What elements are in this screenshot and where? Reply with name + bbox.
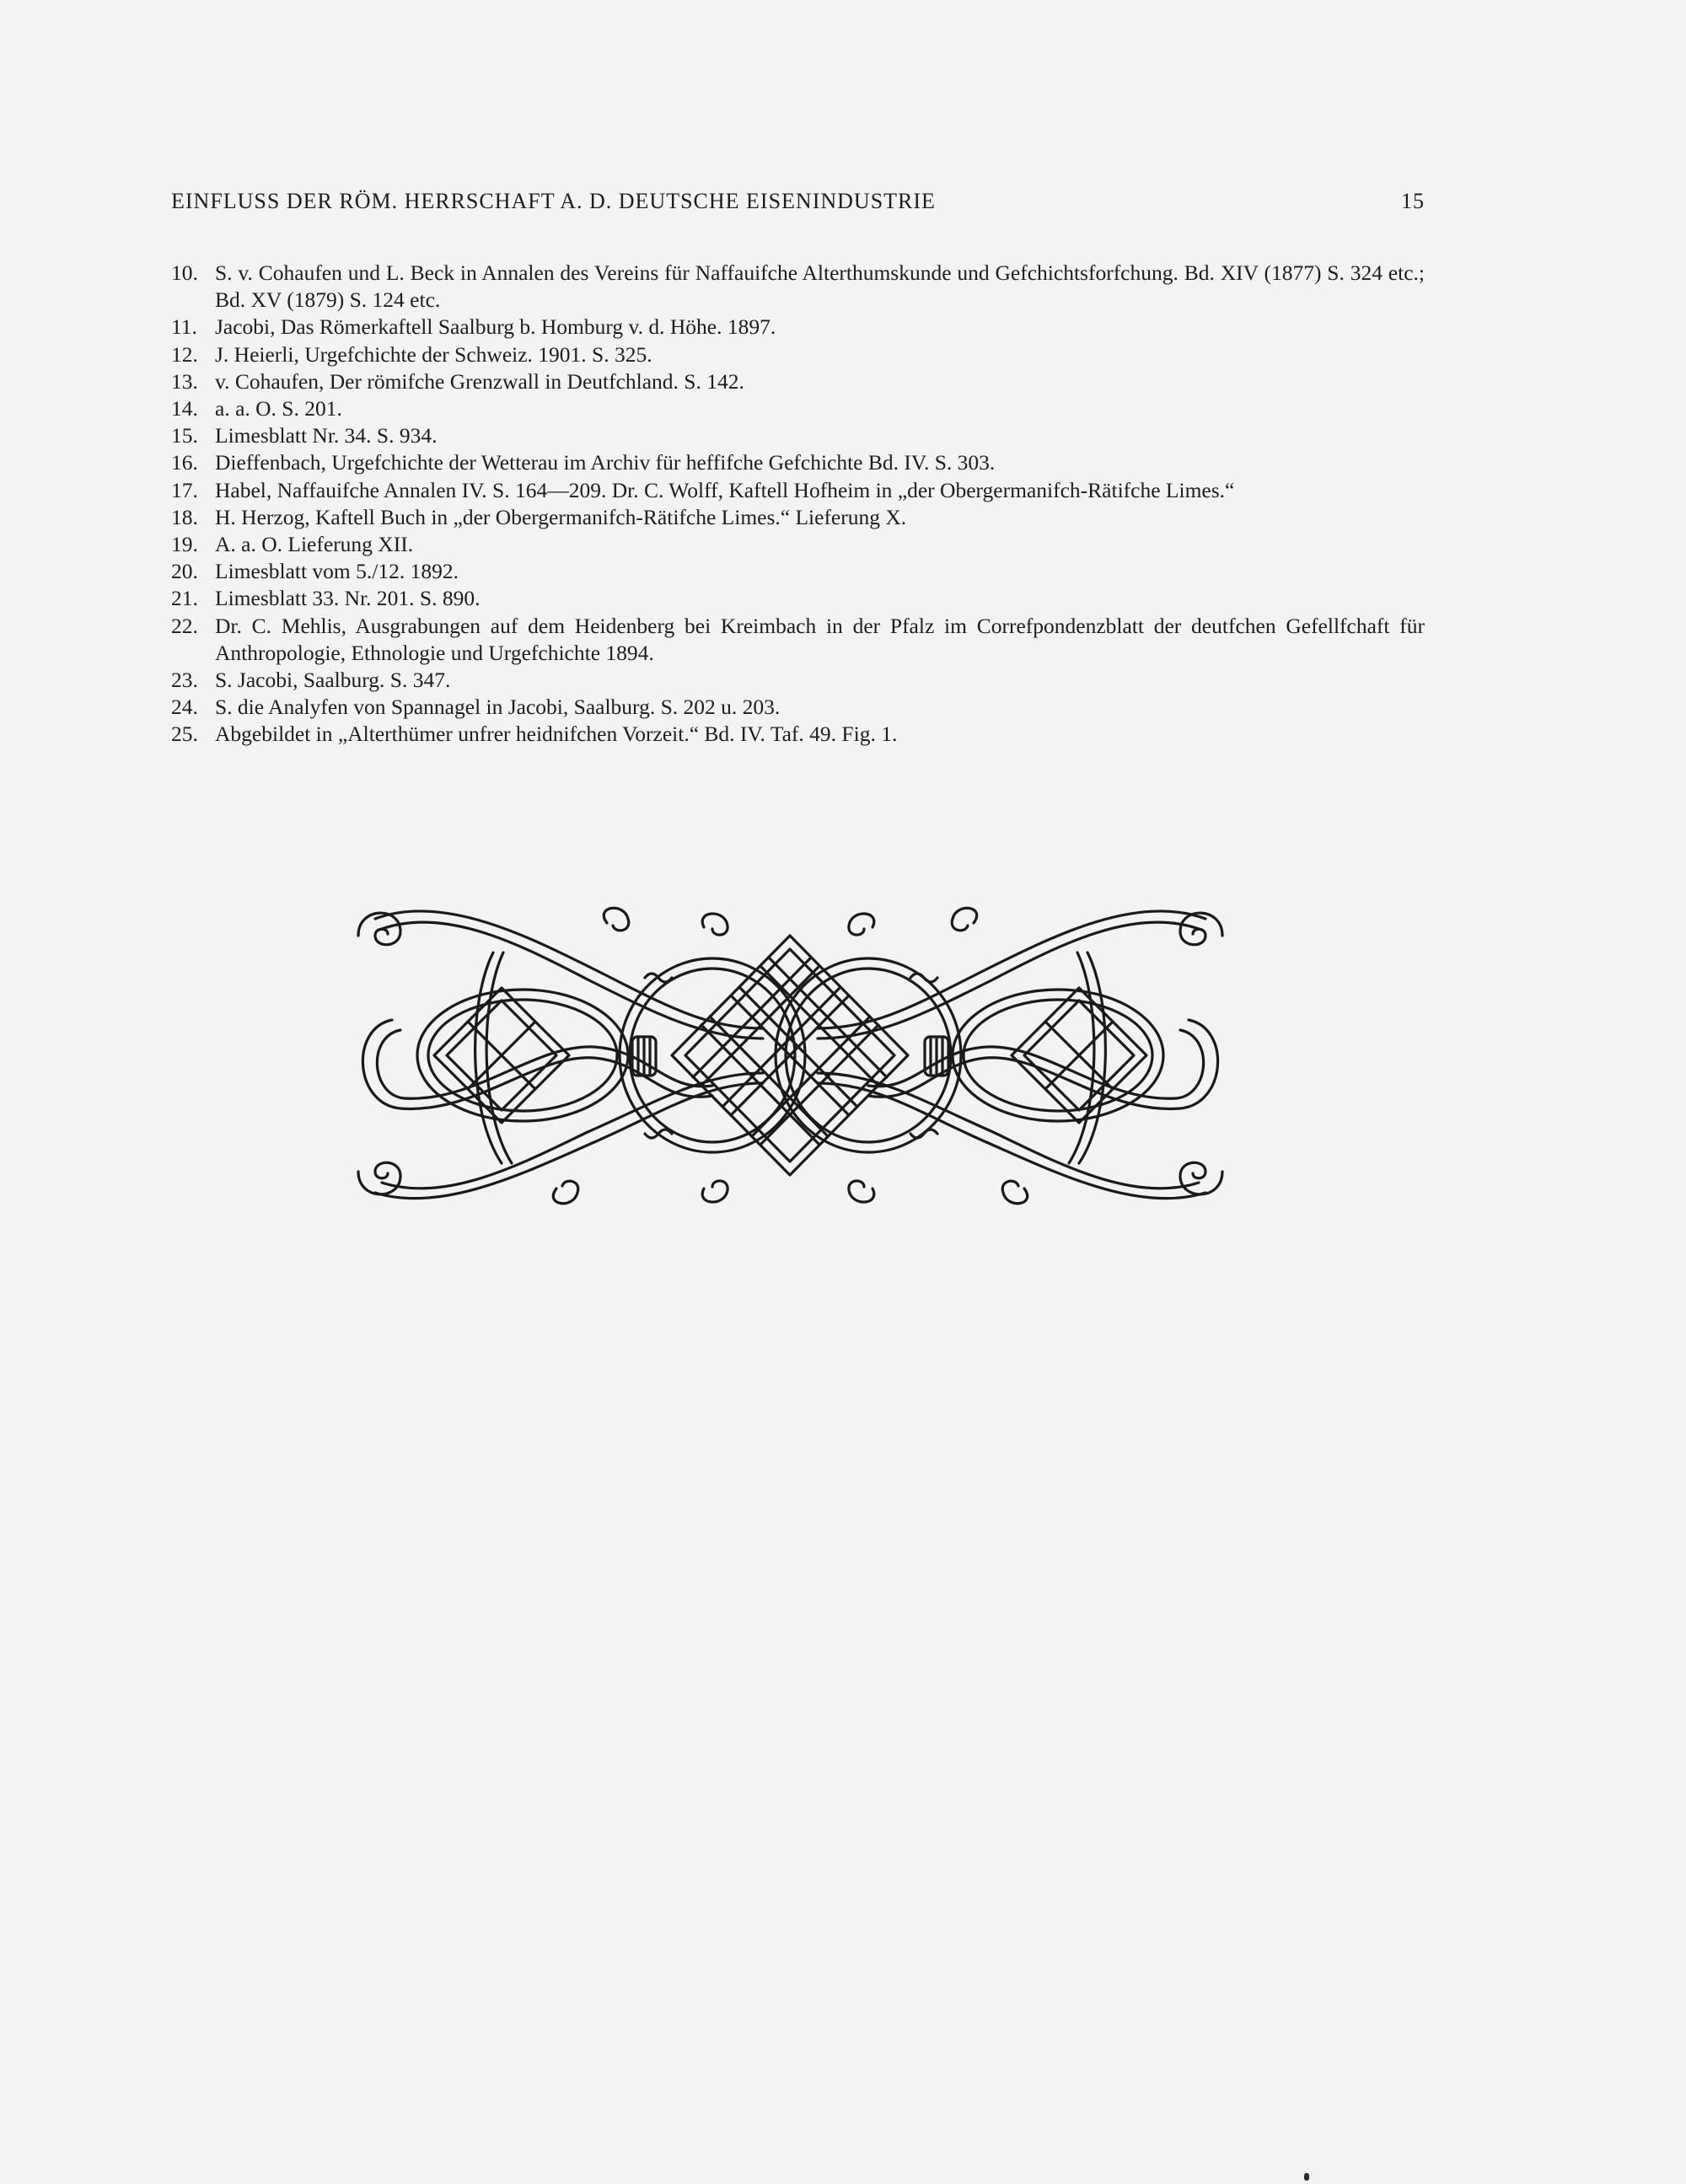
footnote-text: Limesblatt Nr. 34. S. 934. <box>215 423 438 448</box>
footnote-text: a. a. O. S. 201. <box>215 396 342 421</box>
footnotes-list <box>171 260 1425 749</box>
footnote <box>171 260 1425 314</box>
footnote <box>171 422 1425 449</box>
footnote-number: 11. <box>171 314 197 340</box>
footnote-number: 23. <box>171 668 198 693</box>
footnote-text: S. die Analyfen von Spannagel in Jacobi, Saalburg. S. 202 u. 203. <box>215 695 781 720</box>
footnote <box>171 667 1425 694</box>
ink-speck <box>1304 2173 1309 2181</box>
footnote-text: A. a. O. Lieferung XII. <box>215 532 414 557</box>
footnote <box>171 477 1425 504</box>
footnote <box>171 504 1425 531</box>
footnote <box>171 613 1425 667</box>
footnote-text: Limesblatt vom 5./12. 1892. <box>215 559 459 584</box>
footnote-number: 16. <box>171 450 198 475</box>
footnote-text: Limesblatt 33. Nr. 201. S. 890. <box>215 586 481 611</box>
interlace-knot-vignette-icon <box>341 902 1239 1210</box>
footnote <box>171 585 1425 612</box>
running-head: EINFLUSS DER RÖM. HERRSCHAFT A. D. DEUTSCHE EISENINDUSTRIE <box>171 189 936 213</box>
footnote-text: S. Jacobi, Saalburg. S. 347. <box>215 668 451 693</box>
footnote <box>171 314 1425 341</box>
footnote <box>171 721 1425 748</box>
footnote <box>171 531 1425 558</box>
footnote <box>171 694 1425 721</box>
footnote-number: 18. <box>171 504 198 529</box>
footnote-number: 12. <box>171 341 198 367</box>
footnote-number: 21. <box>171 586 198 611</box>
footnote-number: 25. <box>171 722 198 747</box>
footnote-text: S. v. Cohaufen und L. Beck in Annalen des Vereins für Naffauifche Alterthumskunde und Gefchichtsforfchung. Bd. XIV (1877) S. 324 etc.; Bd. XV (1879) S. 124 etc. <box>215 260 1425 313</box>
footnote-number: 19. <box>171 532 198 557</box>
footnote-number: 14. <box>171 396 198 421</box>
footnote-text: J. Heierli, Urgefchichte der Schweiz. 1901. S. 325. <box>215 341 652 367</box>
footnote-number: 22. <box>171 613 198 638</box>
footnote-text: Abgebildet in „Alterthümer unfrer heidnifchen Vorzeit.“ Bd. IV. Taf. 49. Fig. 1. <box>215 722 898 747</box>
footnote-number: 20. <box>171 559 198 584</box>
footnote-text: Jacobi, Das Römerkaftell Saalburg b. Homburg v. d. Höhe. 1897. <box>215 314 776 340</box>
footnote-number: 17. <box>171 477 198 502</box>
footnote <box>171 341 1425 368</box>
footnote <box>171 368 1425 395</box>
footnote-number: 24. <box>171 695 198 720</box>
footnote-number: 13. <box>171 368 198 394</box>
footnote-text: H. Herzog, Kaftell Buch in „der Obergermanifch-Rätifche Limes.“ Lieferung X. <box>215 504 907 529</box>
footnote-text: Dr. C. Mehlis, Ausgrabungen auf dem Heidenberg bei Kreimbach in der Pfalz im Correfpondenzblatt der deutfchen Gefellfchaft für Anthropologie, Ethnologie und Urgefchichte 1894. <box>215 613 1425 665</box>
footnote <box>171 395 1425 422</box>
page-header <box>171 189 1425 223</box>
footnote-text: Dieffenbach, Urgefchichte der Wetterau im Archiv für heffifche Gefchichte Bd. IV. S. 303. <box>215 450 996 475</box>
footnote-text: Habel, Naffauifche Annalen IV. S. 164—209. Dr. C. Wolff, Kaftell Hofheim in „der Obergermanifch-Rätifche Limes.“ <box>215 477 1235 502</box>
footnote-number: 15. <box>171 423 198 448</box>
footnote-text: v. Cohaufen, Der römifche Grenzwall in Deutfchland. S. 142. <box>215 368 744 394</box>
footnote <box>171 449 1425 476</box>
footnote <box>171 558 1425 585</box>
footnote-number: 10. <box>171 260 198 285</box>
interlace-ornament <box>341 902 1239 1210</box>
page-number: 15 <box>1401 189 1425 213</box>
